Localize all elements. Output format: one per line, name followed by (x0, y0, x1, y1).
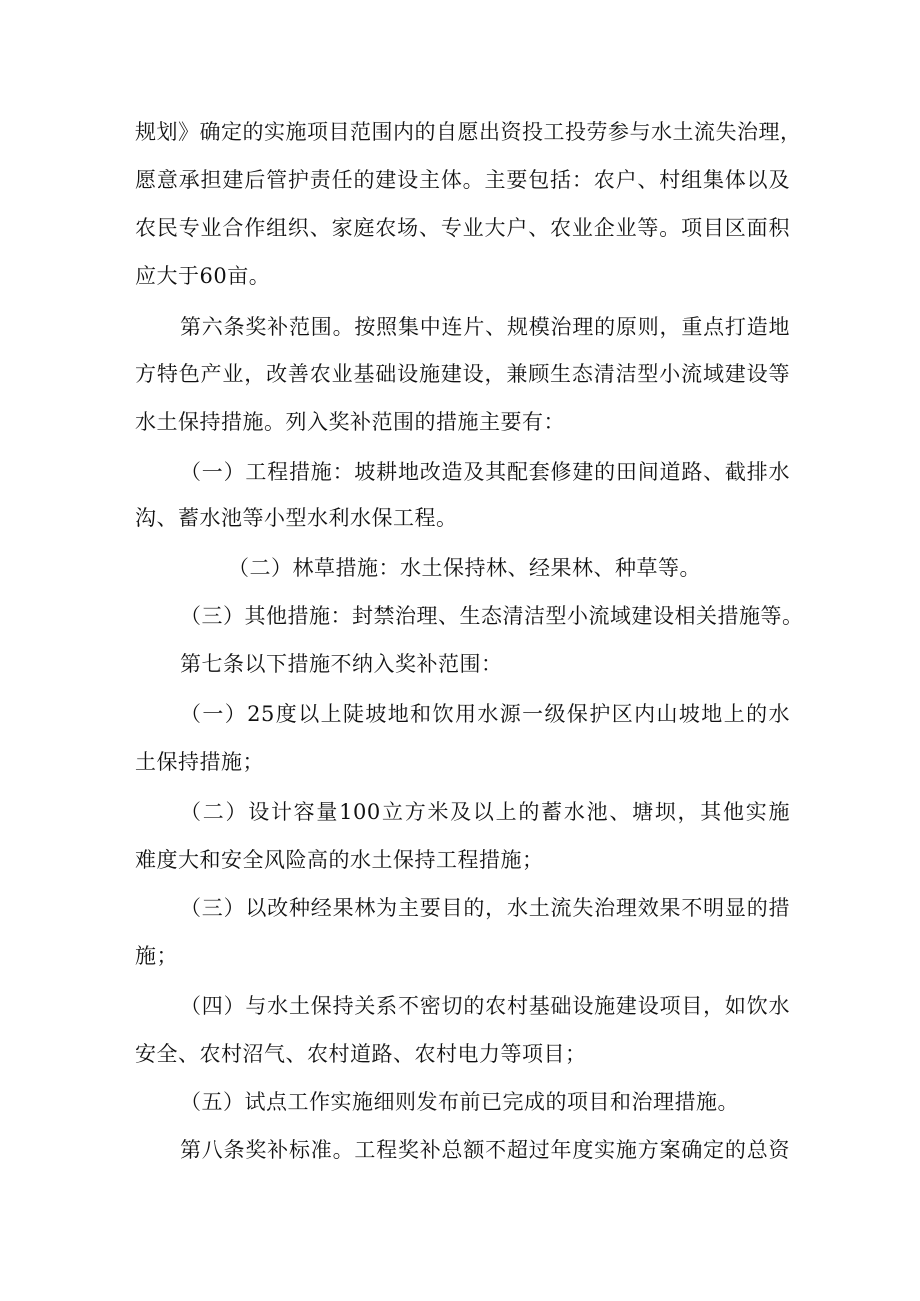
text-line: （三）以改种经果林为主要目的，水土流失治理效果不明显的措 (180, 896, 790, 920)
text-line: 难度大和安全风险高的水土保持工程措施； (135, 848, 544, 872)
text-line: 水土保持措施。列入奖补范围的措施主要有： (135, 410, 565, 434)
text-line: （二）林草措施：水土保持林、经果林、种草等。 (228, 556, 701, 580)
text-line: 应大于60亩。 (135, 264, 271, 288)
text-line: （一）25度以上陡坡地和饮用水源一级保护区内山坡地上的水 (180, 702, 790, 726)
text-line: 规划》确定的实施项目范围内的自愿出资投工投劳参与水土流失治理， (135, 120, 802, 144)
text-line: 第八条奖补标准。工程奖补总额不超过年度实施方案确定的总资 (180, 1138, 790, 1162)
text-line: 土保持措施； (135, 750, 264, 774)
text-line: 施； (135, 944, 178, 968)
text-line: （二）设计容量100立方米及以上的蓄水池、塘坝，其他实施 (180, 800, 790, 824)
text-line: 安全、农村沼气、农村道路、农村电力等项目； (135, 1042, 587, 1066)
text-line: 方特色产业，改善农业基础设施建设，兼顾生态清洁型小流域建设等 (135, 362, 790, 386)
text-line: （五）试点工作实施细则发布前已完成的项目和治理措施。 (180, 1090, 739, 1114)
text-line: 沟、蓄水池等小型水利水保工程。 (135, 506, 458, 530)
text-line: （三）其他措施：封禁治理、生态清洁型小流域建设相关措施等。 (180, 604, 804, 628)
text-line: 愿意承担建后管护责任的建设主体。主要包括：农户、村组集体以及 (135, 168, 790, 192)
text-line: （四）与水土保持关系不密切的农村基础设施建设项目，如饮水 (180, 994, 790, 1018)
text-line: 第六条奖补范围。按照集中连片、规模治理的原则，重点打造地 (180, 315, 790, 339)
text-line: （一）工程措施：坡耕地改造及其配套修建的田间道路、截排水 (180, 460, 790, 484)
text-line: 第七条以下措施不纳入奖补范围： (180, 652, 503, 676)
text-line: 农民专业合作组织、家庭农场、专业大户、农业企业等。项目区面积 (135, 216, 790, 240)
